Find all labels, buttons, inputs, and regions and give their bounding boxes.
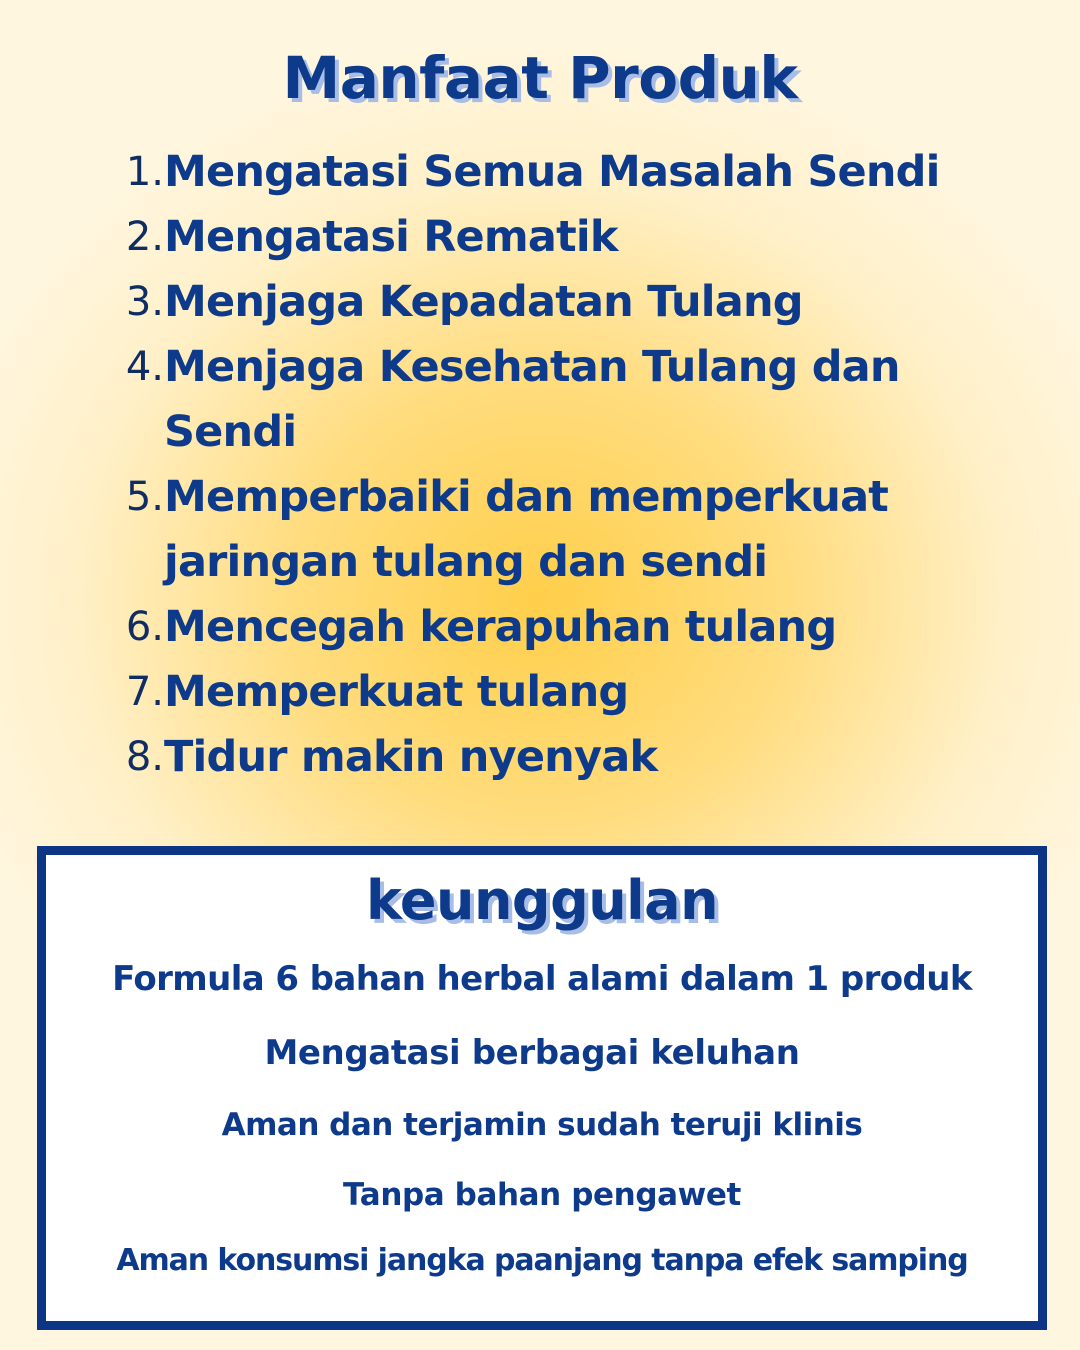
- list-text: Menjaga Kesehatan Tulang dan Sendi: [164, 342, 900, 457]
- benefits-list: [100, 140, 1060, 790]
- list-number: 2.: [125, 214, 164, 260]
- advantage-item: Formula 6 bahan herbal alami dalam 1 produk: [112, 959, 972, 999]
- list-item: [100, 660, 1060, 725]
- list-text: Mencegah kerapuhan tulang: [164, 602, 837, 652]
- list-item: [100, 140, 1060, 205]
- list-text: Memperbaiki dan memperkuat jaringan tulang dan sendi: [164, 472, 889, 587]
- list-text: Memperkuat tulang: [164, 667, 629, 717]
- list-text: Mengatasi Semua Masalah Sendi: [164, 147, 940, 197]
- advantage-item: Aman dan terjamin sudah teruji klinis: [221, 1107, 863, 1143]
- advantage-item: Mengatasi berbagai keluhan: [264, 1033, 800, 1073]
- advantage-item: Tanpa bahan pengawet: [343, 1177, 741, 1213]
- list-number: 6.: [125, 604, 164, 650]
- list-text: Tidur makin nyenyak: [164, 732, 658, 782]
- list-text: Mengatasi Rematik: [164, 212, 618, 262]
- list-number: 3.: [125, 279, 164, 325]
- list-number: 8.: [125, 734, 164, 780]
- list-item: [100, 205, 1060, 270]
- list-item: [100, 725, 1060, 790]
- list-number: 1.: [125, 149, 164, 195]
- page-title: Manfaat Produk: [282, 44, 798, 112]
- advantages-title: keunggulan: [365, 869, 719, 932]
- list-item: [100, 465, 1060, 595]
- list-number: 5.: [125, 474, 164, 520]
- advantage-item: Aman konsumsi jangka paanjang tanpa efek samping: [116, 1243, 968, 1278]
- list-number: 4.: [125, 344, 164, 390]
- list-item: [100, 335, 1060, 465]
- advantages-box: [37, 846, 1047, 1330]
- list-text: Menjaga Kepadatan Tulang: [164, 277, 803, 327]
- list-item: [100, 270, 1060, 335]
- list-item: [100, 595, 1060, 660]
- list-number: 7.: [125, 669, 164, 715]
